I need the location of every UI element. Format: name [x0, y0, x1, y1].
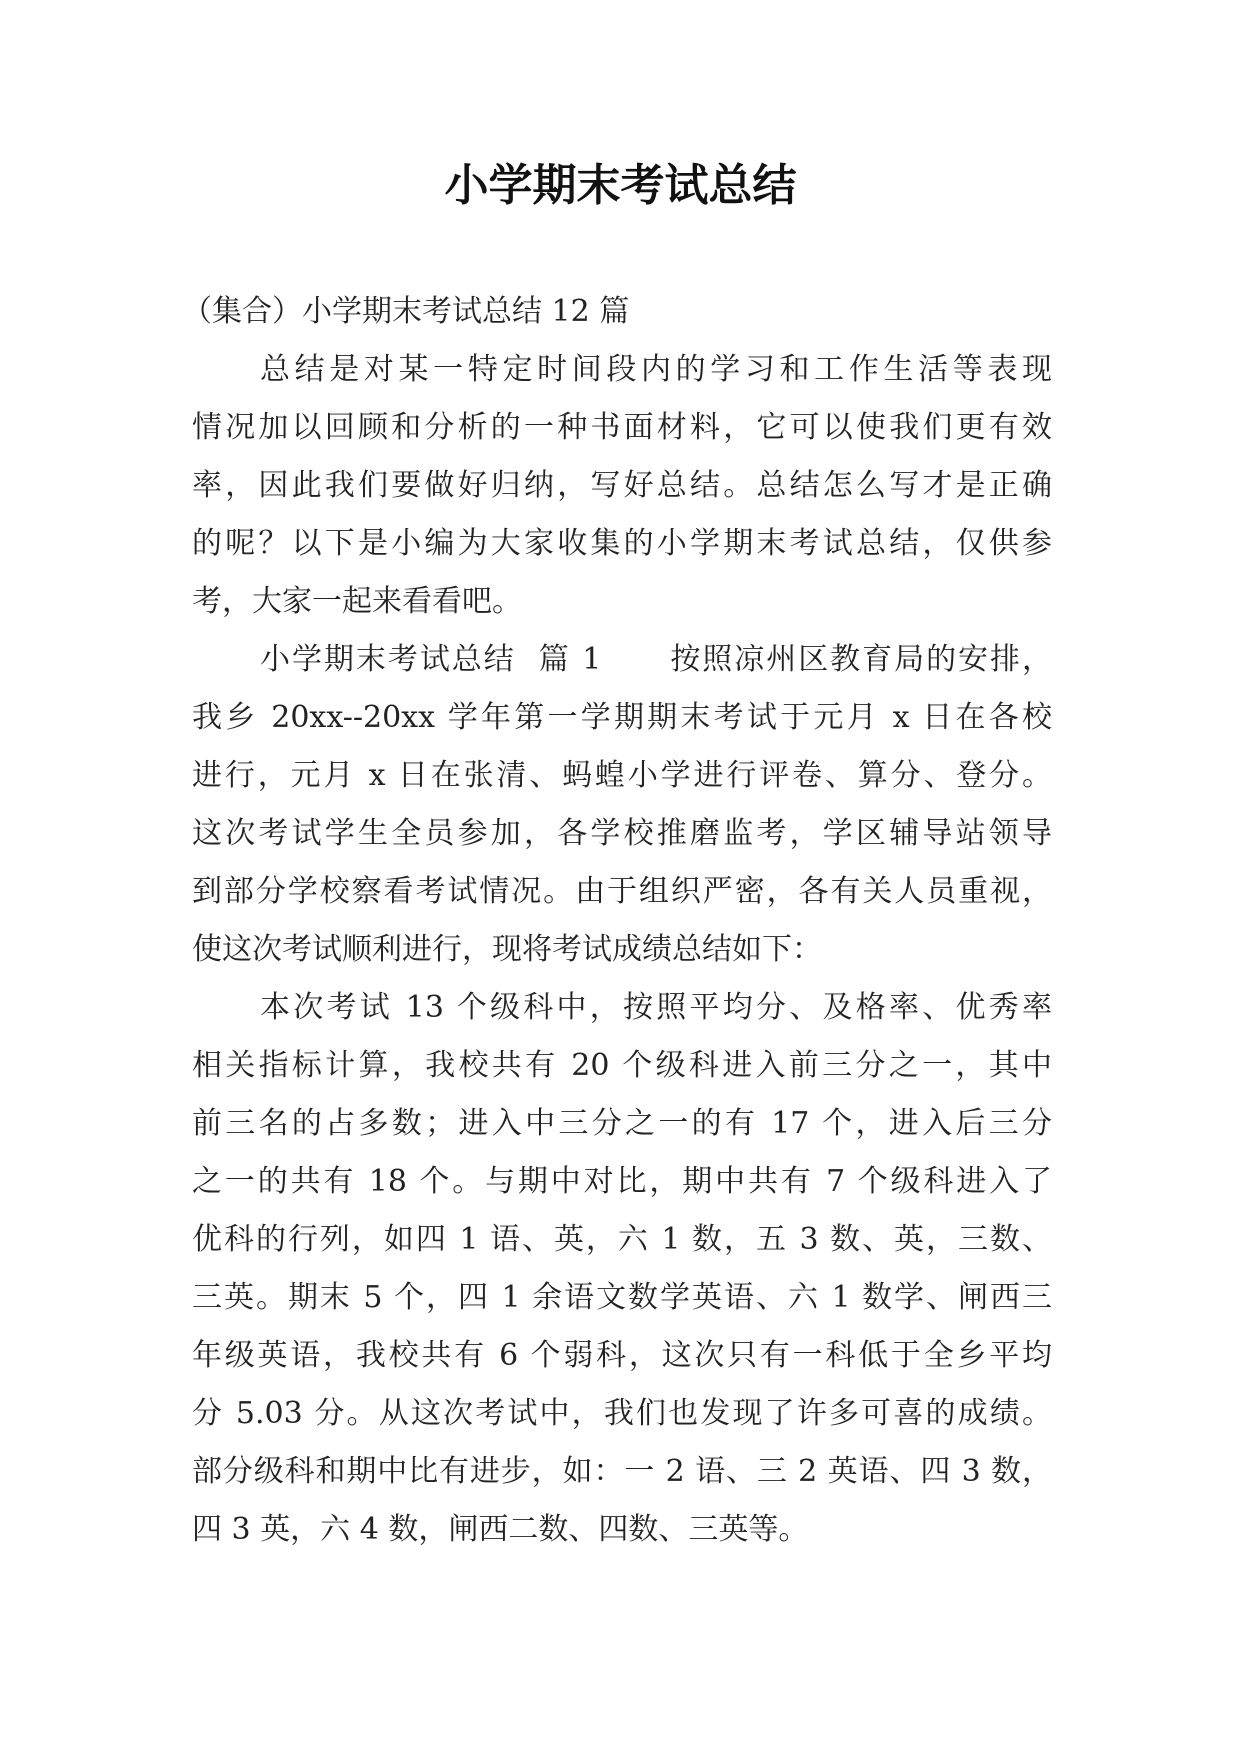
paragraph-line: 分 5.03 分。从这次考试中，我们也发现了许多可喜的成绩。 — [192, 1396, 1052, 1431]
paragraph-line: 情况加以回顾和分析的一种书面材料，它可以使我们更有效 — [192, 410, 1052, 445]
paragraph-line: 考，大家一起来看看吧。 — [192, 584, 522, 619]
document-body — [182, 283, 1052, 1559]
paragraph-line: 小学期末考试总结 篇 1 按照凉州区教育局的安排， — [260, 642, 1052, 677]
paragraph-line: 率，因此我们要做好归纳，写好总结。总结怎么写才是正确 — [192, 468, 1052, 503]
paragraph-line: 之一的共有 18 个。与期中对比，期中共有 7 个级科进入了 — [192, 1164, 1052, 1199]
paragraph-line: 到部分学校察看考试情况。由于组织严密，各有关人员重视， — [192, 874, 1052, 909]
paragraph-line: 我乡 20xx--20xx 学年第一学期期末考试于元月 x 日在各校 — [192, 700, 1052, 735]
paragraph-line: 总结是对某一特定时间段内的学习和工作生活等表现 — [260, 352, 1052, 387]
paragraph-line: 进行，元月 x 日在张清、蚂蝗小学进行评卷、算分、登分。 — [192, 758, 1052, 793]
paragraph-line: 本次考试 13 个级科中，按照平均分、及格率、优秀率 — [260, 990, 1052, 1025]
paragraph-line: 部分级科和期中比有进步，如：一 2 语、三 2 英语、四 3 数， — [192, 1454, 1052, 1489]
paragraph-line: 前三名的占多数；进入中三分之一的有 17 个，进入后三分 — [192, 1106, 1052, 1141]
paragraph-line: 相关指标计算，我校共有 20 个级科进入前三分之一，其中 — [192, 1048, 1052, 1083]
paragraph-line: 优科的行列，如四 1 语、英，六 1 数，五 3 数、英，三数、 — [192, 1222, 1052, 1257]
paragraph-line: 的呢？以下是小编为大家收集的小学期末考试总结，仅供参 — [192, 526, 1052, 561]
document-subtitle: （集合）小学期末考试总结 12 篇 — [182, 294, 630, 329]
paragraph-line: 使这次考试顺利进行，现将考试成绩总结如下： — [192, 932, 822, 967]
paragraph-line: 三英。期末 5 个，四 1 余语文数学英语、六 1 数学、闸西三 — [192, 1280, 1052, 1315]
paragraph-line: 年级英语，我校共有 6 个弱科，这次只有一科低于全乡平均 — [192, 1338, 1052, 1373]
paragraph-line: 四 3 英，六 4 数，闸西二数、四数、三英等。 — [192, 1512, 809, 1547]
document-title: 小学期末考试总结 — [444, 160, 797, 211]
paragraph-line: 这次考试学生全员参加，各学校推磨监考，学区辅导站领导 — [192, 816, 1052, 851]
